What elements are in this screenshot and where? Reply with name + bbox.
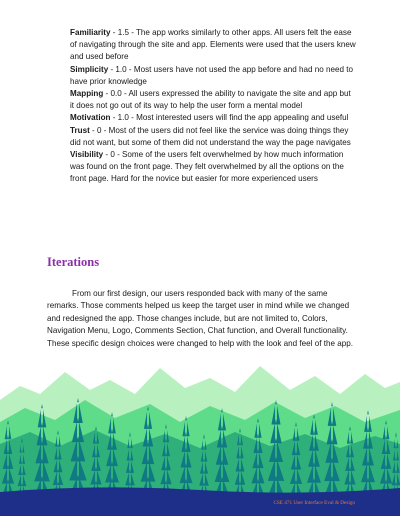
- criterion-trust: [70, 125, 356, 149]
- criterion-motivation: [70, 112, 356, 124]
- criterion-text: - 1.5 - The app works similarly to other apps. All users felt the ease of navigating through the site and app. Elements were used that the users knew and used before: [70, 28, 356, 62]
- criterion-text: - 0.0 - All users expressed the ability to navigate the site and app but it does not go out of its way to help the user form a mental model: [70, 89, 351, 111]
- criterion-text: - 1.0 - Most users have not used the app before and had no need to have prior knowledge: [70, 64, 354, 86]
- criterion-term: Simplicity: [70, 64, 109, 74]
- criterion-term: Mapping: [70, 89, 104, 99]
- criterion-term: Visibility: [70, 150, 104, 160]
- course-footer: CSE 471 User Interface Eval & Design: [273, 500, 355, 506]
- criterion-term: Motivation: [70, 113, 111, 123]
- criterion-text: - 0 - Most of the users did not feel like the service was doing things they did not want, but some of them did not understand the way the page navigates: [70, 125, 351, 147]
- criterion-text: - 1.0 - Most interested users will find the app appealing and useful: [110, 113, 349, 123]
- criterion-mapping: [70, 88, 356, 112]
- criterion-text: - 0 - Some of the users felt overwhelmed by how much information was found on the front page. They felt overwhelmed by all the options on the front page. Hard for the novice but easier for more experienced users: [70, 150, 344, 184]
- criterion-term: Trust: [70, 125, 90, 135]
- criterion-visibility: [70, 149, 356, 186]
- criterion-simplicity: [70, 64, 356, 88]
- iterations-paragraph: From our first design, our users responded back with many of the same remarks. Those comments helped us keep the target user in mind while we changed and redesigned the app. Those changes include, but are not limited to, Colors, Navigation Menu, Logo, Comments Section, Chat function, and Overall functionality. These specific design choices were changed to help with the look and feel of the app.: [47, 289, 353, 348]
- evaluation-criteria-list: [70, 27, 356, 186]
- forest-illustration: [0, 360, 400, 516]
- criterion-familiarity: [70, 27, 356, 64]
- criterion-term: Familiarity: [70, 28, 111, 37]
- section-heading-iterations: Iterations: [47, 255, 100, 269]
